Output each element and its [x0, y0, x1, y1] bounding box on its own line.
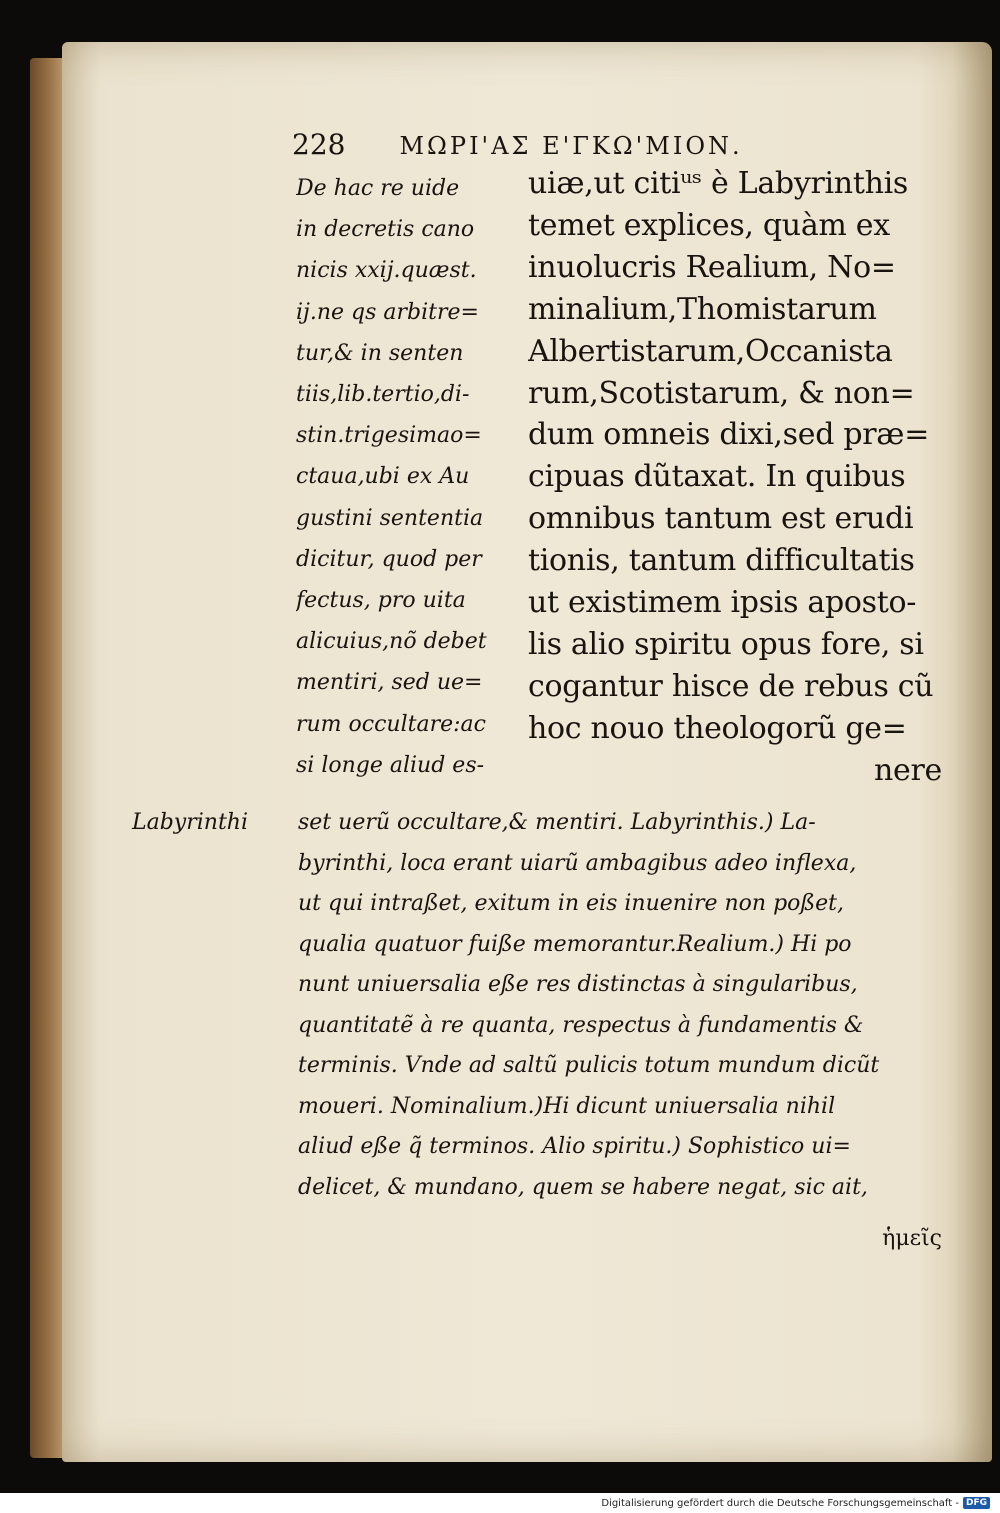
marginal-gloss: [296, 168, 516, 786]
gloss-line: ij.ne qs arbitre=: [296, 299, 479, 325]
gloss-line: gustini sententia: [296, 505, 484, 531]
gloss-line: De hac re uide: [296, 176, 460, 201]
dfg-logo-icon: DFG: [963, 1497, 990, 1509]
text-line: inuolucris Realium, No=: [528, 249, 896, 285]
gloss-line: rum occultare:ac: [296, 711, 486, 737]
gloss-line: ctaua,ubi ex Au: [296, 464, 470, 490]
gloss-line: tiis,lib.tertio,di-: [296, 382, 470, 408]
text-line: uiæ,ut citiᵘˢ è Labyrinthis: [528, 166, 908, 201]
note-line: quantitatẽ à re quanta, respectus à fundamentis &: [298, 1012, 864, 1038]
commentary-notes: [298, 803, 946, 1208]
note-line: qualia quatuor fuiße memorantur.Realium.) Hi po: [298, 931, 852, 957]
gloss-line: fectus, pro uita: [296, 588, 466, 614]
text-line: omnibus tantum est erudi: [528, 501, 914, 537]
text-line: temet explices, quàm ex: [528, 207, 890, 243]
gloss-line: stin.trigesimao=: [296, 423, 482, 449]
text-line: minalium,Thomistarum: [528, 291, 877, 327]
note-line: moueri. Nominalium.)Hi dicunt uniuersalia nihil: [298, 1093, 836, 1119]
text-line: rum,Scotistarum, & non=: [528, 375, 915, 411]
note-line: ut qui intraßet, exitum in eis inuenire non poßet,: [298, 891, 844, 916]
text-line: hoc nouo theologorũ ge=: [528, 710, 907, 746]
gloss-line: tur,& in senten: [296, 340, 464, 366]
gloss-line: in decretis cano: [296, 217, 475, 243]
text-line: cogantur hisce de rebus cũ: [528, 668, 934, 704]
page-number: 228: [292, 128, 346, 161]
side-note-label: Labyrinthi: [132, 810, 249, 835]
running-head: [292, 128, 852, 164]
main-text-block: [528, 163, 942, 792]
note-line: nunt uniuersalia eße res distinctas à singularibus,: [298, 972, 858, 997]
note-line: set uerũ occultare,& mentiri. Labyrinthis.) La-: [298, 810, 816, 835]
text-line: tionis, tantum difficultatis: [528, 543, 915, 579]
gloss-line: si longe aliud es-: [296, 752, 485, 778]
note-line: delicet, & mundano, quem se habere negat, sic ait,: [298, 1174, 868, 1200]
running-title: ΜΩΡΙ'ΑΣ Ε'ΓΚΩ'ΜΙΟΝ.: [399, 132, 743, 160]
gloss-line: dicitur, quod per: [296, 546, 482, 572]
text-line: nere: [874, 752, 942, 788]
gloss-line: nicis xxij.quæst.: [296, 258, 477, 284]
text-line: lis alio spiritu opus fore, si: [528, 626, 924, 662]
gloss-line: alicuius,nõ debet: [296, 629, 487, 655]
note-line: aliud eße q̃ terminos. Alio spiritu.) Sophistico ui=: [298, 1134, 851, 1159]
text-line: cipuas dũtaxat. In quibus: [528, 459, 906, 495]
catchword: ἡμεῖς: [882, 1226, 942, 1251]
note-line: terminis. Vnde ad saltũ pulicis totum mundum dicũt: [298, 1053, 880, 1078]
text-line: ut existimem ipsis aposto-: [528, 585, 917, 621]
text-line: dum omneis dixi,sed præ=: [528, 417, 930, 453]
footer-bar: [0, 1493, 1000, 1513]
note-line: byrinthi, loca erant uiarũ ambagibus adeo inflexa,: [298, 850, 857, 876]
funding-credit: Digitalisierung gefördert durch die Deutsche Forschungsgemeinschaft -: [601, 1497, 959, 1509]
text-line: Albertistarum,Occanista: [528, 333, 893, 369]
gloss-line: mentiri, sed ue=: [296, 670, 483, 696]
page-shadow: [952, 42, 992, 1462]
